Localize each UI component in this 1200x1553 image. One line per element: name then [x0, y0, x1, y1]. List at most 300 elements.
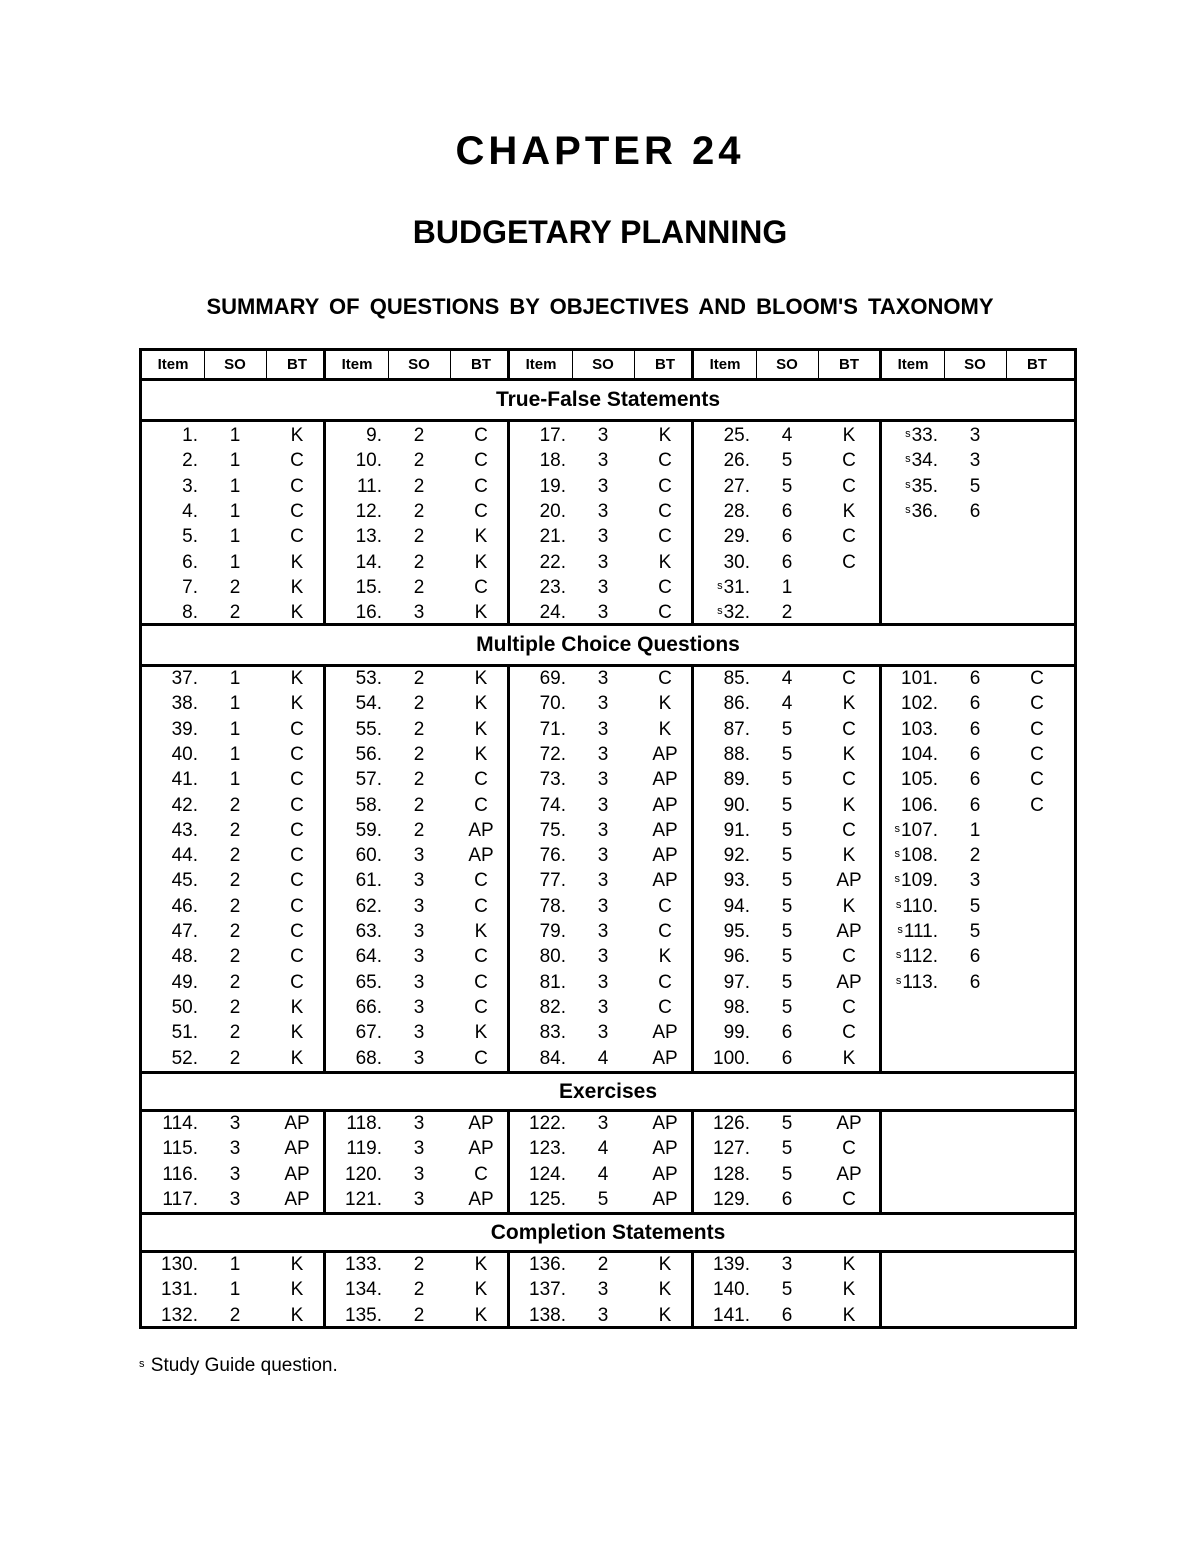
cell-item: 133.: [345, 1254, 382, 1275]
cell-so: 6: [969, 718, 981, 740]
study-guide-marker: s: [894, 822, 901, 835]
cell-item: 122.: [529, 1113, 566, 1134]
cell-bt: AP: [652, 1022, 678, 1044]
column-header-item: Item: [157, 356, 189, 373]
cell-bt: C: [842, 996, 856, 1018]
column-header-so: SO: [408, 356, 430, 373]
cell-so: 2: [413, 1279, 425, 1301]
section-title: Multiple Choice Questions: [142, 626, 1074, 667]
cell-so: 2: [413, 450, 425, 472]
cell-so: 5: [781, 845, 793, 867]
cell-item: 117.: [162, 1188, 198, 1210]
cell-bt: C: [474, 996, 488, 1018]
cell-item: 100.: [713, 1047, 750, 1069]
cell-item: 25.: [723, 425, 750, 446]
cell-item: 40.: [171, 743, 198, 765]
cell-item: 98.: [723, 996, 750, 1018]
cell-bt: C: [290, 450, 304, 472]
cell-item: 21.: [539, 526, 566, 548]
cell-item: 71.: [539, 718, 566, 740]
cell-item: 49.: [171, 971, 198, 993]
column-header-so: SO: [776, 356, 798, 373]
cell-bt: C: [658, 895, 672, 917]
cell-item: 129.: [713, 1188, 750, 1210]
cell-so: 5: [969, 921, 981, 942]
cell-bt: K: [842, 693, 856, 715]
cell-so: 4: [781, 693, 793, 715]
cell-so: 5: [969, 895, 981, 917]
cell-item: [882, 895, 938, 919]
cell-so: 4: [781, 425, 793, 446]
cell-bt: C: [290, 819, 304, 841]
cell-item: 103.: [901, 718, 938, 740]
cell-item: 132.: [161, 1304, 198, 1326]
cell-item: 118.: [346, 1113, 382, 1134]
section-body: [142, 422, 1074, 626]
cell-bt: C: [290, 794, 304, 816]
cell-so: 1: [229, 475, 241, 497]
cell-bt: C: [474, 794, 488, 816]
cell-item: 12.: [355, 500, 382, 522]
cell-item: 80.: [539, 946, 566, 968]
cell-bt: K: [290, 693, 304, 715]
cell-bt: AP: [836, 971, 862, 993]
cell-so: 3: [781, 1254, 793, 1275]
cell-bt: C: [658, 971, 672, 993]
cell-so: 2: [229, 576, 241, 598]
column-header-bt: BT: [839, 356, 859, 373]
cell-item: 53.: [355, 668, 382, 689]
cell-so: 4: [597, 1047, 609, 1069]
cell-bt: AP: [836, 870, 862, 892]
cell-so: 3: [229, 1138, 241, 1160]
group-divider: [507, 351, 510, 378]
cell-bt: C: [290, 743, 304, 765]
cell-bt: K: [658, 946, 672, 968]
cell-bt: K: [842, 1304, 856, 1326]
cell-bt: AP: [652, 1188, 678, 1210]
cell-bt: K: [290, 668, 304, 689]
cell-so: 3: [413, 971, 425, 993]
cell-so: 2: [413, 794, 425, 816]
cell-bt: K: [290, 576, 304, 598]
cell-so: 5: [781, 769, 793, 791]
cell-bt: K: [290, 996, 304, 1018]
cell-item: 95.: [723, 921, 750, 942]
cell-item: 57.: [355, 769, 382, 791]
cell-bt: C: [1030, 718, 1044, 740]
item-number: 34.: [911, 450, 938, 472]
cell-item: 78.: [539, 895, 566, 917]
cell-bt: K: [474, 1279, 488, 1301]
cell-bt: C: [842, 1022, 856, 1044]
cell-bt: C: [290, 895, 304, 917]
cell-bt: AP: [652, 1138, 678, 1160]
cell-item: 92.: [723, 845, 750, 867]
cell-bt: C: [842, 1138, 856, 1160]
cell-item: 52.: [171, 1047, 198, 1069]
cell-bt: AP: [836, 1163, 862, 1185]
cell-item: 51.: [171, 1022, 198, 1044]
cell-item: 23.: [539, 576, 566, 598]
cell-bt: K: [658, 551, 672, 573]
section-body: [142, 1112, 1074, 1215]
cell-so: 6: [969, 946, 981, 968]
cell-item: 18.: [539, 450, 566, 472]
cell-so: 1: [229, 668, 241, 689]
cell-bt: C: [658, 576, 672, 598]
cell-bt: AP: [284, 1188, 310, 1210]
cell-bt: C: [474, 769, 488, 791]
cell-item: 4.: [182, 500, 198, 522]
cell-so: 5: [781, 743, 793, 765]
cell-bt: C: [290, 475, 304, 497]
cell-bt: AP: [468, 1138, 494, 1160]
cell-bt: C: [842, 450, 856, 472]
cell-so: 1: [229, 1254, 241, 1275]
cell-bt: AP: [468, 819, 494, 841]
cell-item: 24.: [539, 602, 566, 624]
cell-item: 55.: [355, 718, 382, 740]
study-guide-marker: s: [895, 898, 902, 911]
cell-bt: C: [474, 1047, 488, 1069]
cell-so: 3: [597, 1279, 609, 1301]
cell-item: [882, 869, 938, 893]
footnote-marker: s: [139, 1358, 145, 1370]
cell-so: 3: [413, 996, 425, 1018]
cell-so: 2: [413, 425, 425, 446]
cell-so: 3: [597, 1304, 609, 1326]
cell-bt: K: [842, 425, 856, 446]
cell-so: 3: [597, 743, 609, 765]
cell-item: 46.: [171, 895, 198, 917]
item-number: 112.: [902, 946, 938, 968]
cell-bt: AP: [652, 1047, 678, 1069]
section-title: Completion Statements: [142, 1215, 1074, 1253]
cell-so: 3: [969, 450, 981, 472]
item-number: 113.: [902, 971, 938, 993]
cell-so: 2: [413, 1304, 425, 1326]
cell-so: 5: [969, 475, 981, 497]
cell-bt: AP: [468, 845, 494, 867]
cell-item: 127.: [713, 1138, 750, 1160]
cell-so: 2: [229, 921, 241, 942]
study-guide-marker: s: [894, 873, 901, 886]
cell-item: 90.: [723, 794, 750, 816]
cell-bt: C: [842, 1188, 856, 1210]
cell-bt: C: [474, 475, 488, 497]
cell-bt: C: [290, 526, 304, 548]
cell-so: 5: [781, 450, 793, 472]
cell-bt: K: [474, 1254, 488, 1275]
cell-so: 3: [413, 1138, 425, 1160]
cell-bt: K: [842, 500, 856, 522]
cell-item: 87.: [723, 718, 750, 740]
cell-bt: C: [1030, 693, 1044, 715]
cell-bt: K: [474, 526, 488, 548]
section-body: [142, 1253, 1074, 1326]
cell-bt: C: [290, 921, 304, 942]
cell-so: 3: [597, 602, 609, 624]
cell-so: 3: [229, 1188, 241, 1210]
cell-bt: AP: [284, 1138, 310, 1160]
item-number: 35.: [911, 475, 938, 497]
cell-bt: K: [474, 1304, 488, 1326]
cell-item: 47.: [171, 921, 198, 942]
cell-item: 28.: [723, 500, 750, 522]
column-header-item: Item: [525, 356, 557, 373]
item-number: 36.: [911, 500, 938, 522]
cell-item: 94.: [723, 895, 750, 917]
cell-bt: C: [842, 718, 856, 740]
cell-item: 19.: [539, 475, 566, 497]
cell-item: [882, 971, 938, 995]
cell-so: 6: [969, 668, 981, 689]
cell-item: 69.: [539, 668, 566, 689]
column-header-so: SO: [964, 356, 986, 373]
cell-item: 126.: [713, 1113, 750, 1134]
cell-item: [882, 424, 938, 448]
item-number: 108.: [901, 845, 938, 867]
cell-item: 101.: [901, 668, 938, 689]
cell-item: 11.: [356, 475, 382, 497]
column-header-so: SO: [592, 356, 614, 373]
study-guide-marker: s: [895, 974, 902, 987]
cell-bt: AP: [652, 794, 678, 816]
cell-item: 2.: [182, 450, 198, 472]
cell-so: 2: [413, 475, 425, 497]
cell-so: 4: [597, 1138, 609, 1160]
cell-item: 1.: [182, 425, 198, 446]
summary-table: [139, 348, 1077, 1329]
cell-bt: C: [658, 921, 672, 942]
cell-item: 5.: [182, 526, 198, 548]
cell-so: 3: [229, 1113, 241, 1134]
summary-heading: SUMMARY OF QUESTIONS BY OBJECTIVES AND BLOOM'S TAXONOMY: [206, 294, 994, 319]
cell-so: 3: [413, 895, 425, 917]
cell-bt: AP: [836, 921, 862, 942]
cell-so: 1: [229, 743, 241, 765]
cell-item: 37.: [171, 668, 198, 689]
study-guide-marker: s: [905, 503, 911, 516]
cell-so: 2: [229, 971, 241, 993]
cell-so: 2: [413, 526, 425, 548]
study-guide-marker: s: [897, 924, 903, 936]
cell-so: 3: [597, 1022, 609, 1044]
cell-bt: C: [1030, 743, 1044, 765]
cell-item: 84.: [539, 1047, 566, 1069]
cell-item: 86.: [723, 693, 750, 715]
cell-bt: K: [290, 551, 304, 573]
column-header-item: Item: [709, 356, 741, 373]
cell-so: 2: [413, 500, 425, 522]
cell-so: 2: [229, 1022, 241, 1044]
cell-item: 72.: [539, 743, 566, 765]
cell-bt: AP: [468, 1113, 494, 1134]
cell-bt: AP: [836, 1113, 862, 1134]
cell-bt: K: [658, 693, 672, 715]
cell-so: 5: [781, 1163, 793, 1185]
cell-so: 3: [597, 769, 609, 791]
cell-so: 4: [781, 668, 793, 689]
cell-item: [882, 844, 938, 868]
cell-so: 6: [781, 1304, 793, 1326]
cell-item: 135.: [345, 1304, 382, 1326]
cell-so: 1: [969, 819, 981, 841]
cell-so: 5: [597, 1188, 609, 1210]
section-title: Exercises: [142, 1074, 1074, 1112]
cell-item: 131.: [161, 1279, 198, 1301]
cell-so: 3: [597, 1113, 609, 1134]
cell-so: 2: [969, 845, 981, 867]
cell-item: 140.: [713, 1279, 750, 1301]
cell-item: 44.: [171, 845, 198, 867]
cell-so: 2: [413, 668, 425, 689]
cell-so: 2: [229, 845, 241, 867]
cell-so: 6: [969, 743, 981, 765]
cell-so: 3: [413, 1047, 425, 1069]
cell-bt: C: [474, 971, 488, 993]
cell-so: 3: [597, 718, 609, 740]
cell-item: 68.: [355, 1047, 382, 1069]
cell-so: 5: [781, 1113, 793, 1134]
column-divider: [572, 351, 573, 378]
cell-item: 82.: [539, 996, 566, 1018]
cell-item: 29.: [723, 526, 750, 548]
cell-item: 124.: [529, 1163, 566, 1185]
group-divider: [323, 351, 326, 378]
cell-so: 3: [597, 450, 609, 472]
cell-item: 67.: [355, 1022, 382, 1044]
cell-so: 3: [413, 921, 425, 942]
cell-item: 125.: [529, 1188, 566, 1210]
cell-item: [882, 945, 938, 969]
column-header-item: Item: [897, 356, 929, 373]
cell-bt: K: [290, 1304, 304, 1326]
cell-item: 20.: [539, 500, 566, 522]
cell-so: 2: [413, 718, 425, 740]
cell-so: 3: [597, 576, 609, 598]
cell-item: 75.: [539, 819, 566, 841]
cell-item: 115.: [162, 1138, 198, 1160]
cell-bt: C: [658, 500, 672, 522]
cell-item: 14.: [355, 551, 382, 573]
column-divider: [450, 351, 451, 378]
cell-so: 2: [229, 819, 241, 841]
cell-bt: C: [474, 1163, 488, 1185]
cell-item: 116.: [162, 1163, 198, 1185]
cell-item: 81.: [539, 971, 566, 993]
cell-so: 5: [781, 921, 793, 942]
item-number: 32.: [723, 602, 750, 624]
cell-bt: C: [474, 425, 488, 446]
cell-bt: C: [1030, 794, 1044, 816]
cell-item: 65.: [355, 971, 382, 993]
cell-so: 5: [781, 1138, 793, 1160]
cell-item: 93.: [723, 870, 750, 892]
cell-item: 138.: [529, 1304, 566, 1326]
cell-bt: K: [290, 425, 304, 446]
cell-item: 41.: [171, 769, 198, 791]
cell-bt: C: [290, 946, 304, 968]
cell-item: 99.: [723, 1022, 750, 1044]
cell-so: 1: [229, 1279, 241, 1301]
cell-item: 137.: [529, 1279, 566, 1301]
cell-bt: K: [290, 1279, 304, 1301]
cell-bt: C: [658, 450, 672, 472]
cell-item: 9.: [366, 425, 382, 446]
cell-item: 85.: [723, 668, 750, 689]
cell-bt: C: [842, 668, 856, 689]
cell-so: 5: [781, 819, 793, 841]
cell-item: 105.: [901, 769, 938, 791]
cell-so: 2: [413, 1254, 425, 1275]
cell-item: 30.: [723, 551, 750, 573]
cell-so: 1: [229, 693, 241, 715]
cell-bt: K: [842, 1254, 856, 1275]
column-header-bt: BT: [1027, 356, 1047, 373]
cell-item: 88.: [723, 743, 750, 765]
column-header-bt: BT: [287, 356, 307, 373]
cell-item: 7.: [182, 576, 198, 598]
cell-item: 8.: [182, 602, 198, 624]
cell-item: 3.: [182, 475, 198, 497]
cell-so: 3: [413, 845, 425, 867]
cell-item: 134.: [345, 1279, 382, 1301]
cell-item: 130.: [161, 1254, 198, 1275]
cell-so: 2: [413, 693, 425, 715]
cell-item: 10.: [355, 450, 382, 472]
cell-so: 2: [229, 895, 241, 917]
cell-bt: K: [842, 1047, 856, 1069]
cell-item: 27.: [723, 475, 750, 497]
item-number: 107.: [901, 819, 938, 841]
item-number: 109.: [901, 870, 938, 892]
study-guide-marker: s: [895, 949, 902, 962]
cell-item: 70.: [539, 693, 566, 715]
cell-bt: K: [658, 1254, 672, 1275]
cell-bt: K: [474, 1022, 488, 1044]
cell-so: 3: [597, 526, 609, 548]
column-divider: [266, 351, 267, 378]
cell-bt: C: [842, 769, 856, 791]
column-divider: [634, 351, 635, 378]
cell-bt: C: [658, 526, 672, 548]
cell-item: [882, 920, 938, 944]
item-number: 33.: [911, 425, 938, 446]
cell-bt: C: [474, 895, 488, 917]
cell-bt: C: [474, 450, 488, 472]
cell-item: 58.: [355, 794, 382, 816]
cell-bt: C: [1030, 769, 1044, 791]
cell-item: 79.: [539, 921, 566, 942]
cell-so: 5: [781, 794, 793, 816]
cell-item: 45.: [171, 870, 198, 892]
cell-item: 74.: [539, 794, 566, 816]
cell-item: 76.: [539, 845, 566, 867]
cell-so: 5: [781, 1279, 793, 1301]
column-divider: [756, 351, 757, 378]
column-header-bt: BT: [655, 356, 675, 373]
cell-item: 120.: [345, 1163, 382, 1185]
cell-so: 2: [229, 1047, 241, 1069]
cell-so: 2: [597, 1254, 609, 1275]
cell-so: 2: [229, 996, 241, 1018]
cell-bt: AP: [652, 845, 678, 867]
cell-item: 136.: [529, 1254, 566, 1275]
cell-item: [882, 819, 938, 843]
item-number: 111.: [903, 921, 938, 942]
